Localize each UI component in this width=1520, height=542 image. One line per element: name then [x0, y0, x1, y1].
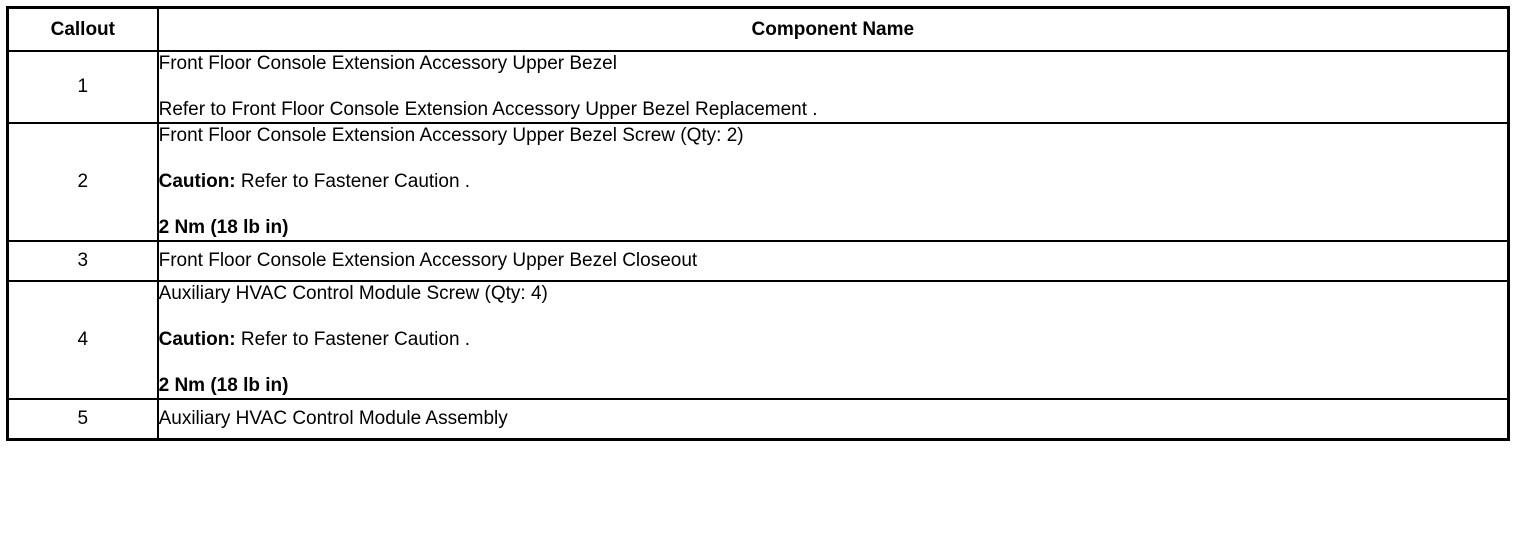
- component-line-text: Front Floor Console Extension Accessory Upper Bezel Closeout: [158, 250, 698, 271]
- component-caution-line: [159, 328, 1507, 352]
- component-name-cell: [158, 281, 1509, 399]
- table-row: [8, 281, 1509, 399]
- caution-label: Caution:: [158, 171, 236, 192]
- table-row: [8, 123, 1509, 241]
- component-name-cell: [158, 51, 1509, 123]
- component-line-text: Front Floor Console Extension Accessory Upper Bezel: [158, 53, 617, 74]
- component-torque-line: [159, 216, 1507, 240]
- component-caution-line: [159, 170, 1507, 194]
- callout-number: 5: [8, 399, 158, 440]
- component-name-cell: [158, 399, 1509, 440]
- component-line: [159, 249, 1507, 273]
- component-line: [159, 52, 1507, 76]
- callout-number: 4: [8, 281, 158, 399]
- component-name-cell: [158, 123, 1509, 241]
- column-header-callout: Callout: [8, 8, 158, 52]
- torque-value: 2 Nm (18 lb in): [158, 217, 289, 238]
- caution-label: Caution:: [158, 329, 236, 350]
- component-line-text: Auxiliary HVAC Control Module Screw (Qty: 4): [158, 283, 548, 304]
- component-name-cell: [158, 241, 1509, 281]
- component-line: [159, 124, 1507, 148]
- component-torque-line: [159, 374, 1507, 398]
- column-header-component-name: Component Name: [158, 8, 1509, 52]
- table-body: [8, 51, 1509, 440]
- component-line: [159, 407, 1507, 431]
- table-row: [8, 241, 1509, 281]
- callout-number: 2: [8, 123, 158, 241]
- component-line-text: Front Floor Console Extension Accessory Upper Bezel Screw (Qty: 2): [158, 125, 744, 146]
- component-line-text: Refer to Front Floor Console Extension Accessory Upper Bezel Replacement .: [158, 99, 818, 120]
- callout-number: 3: [8, 241, 158, 281]
- callout-component-table: [6, 6, 1510, 441]
- torque-value: 2 Nm (18 lb in): [158, 375, 289, 396]
- table-row: [8, 51, 1509, 123]
- callout-number: 1: [8, 51, 158, 123]
- table-header-row: [8, 8, 1509, 52]
- component-line: [159, 98, 1507, 122]
- table-header: [8, 8, 1509, 52]
- component-line: [159, 282, 1507, 306]
- component-line-text: Refer to Fastener Caution .: [240, 171, 471, 192]
- table-row: [8, 399, 1509, 440]
- component-line-text: Refer to Fastener Caution .: [240, 329, 471, 350]
- component-line-text: Auxiliary HVAC Control Module Assembly: [158, 408, 508, 429]
